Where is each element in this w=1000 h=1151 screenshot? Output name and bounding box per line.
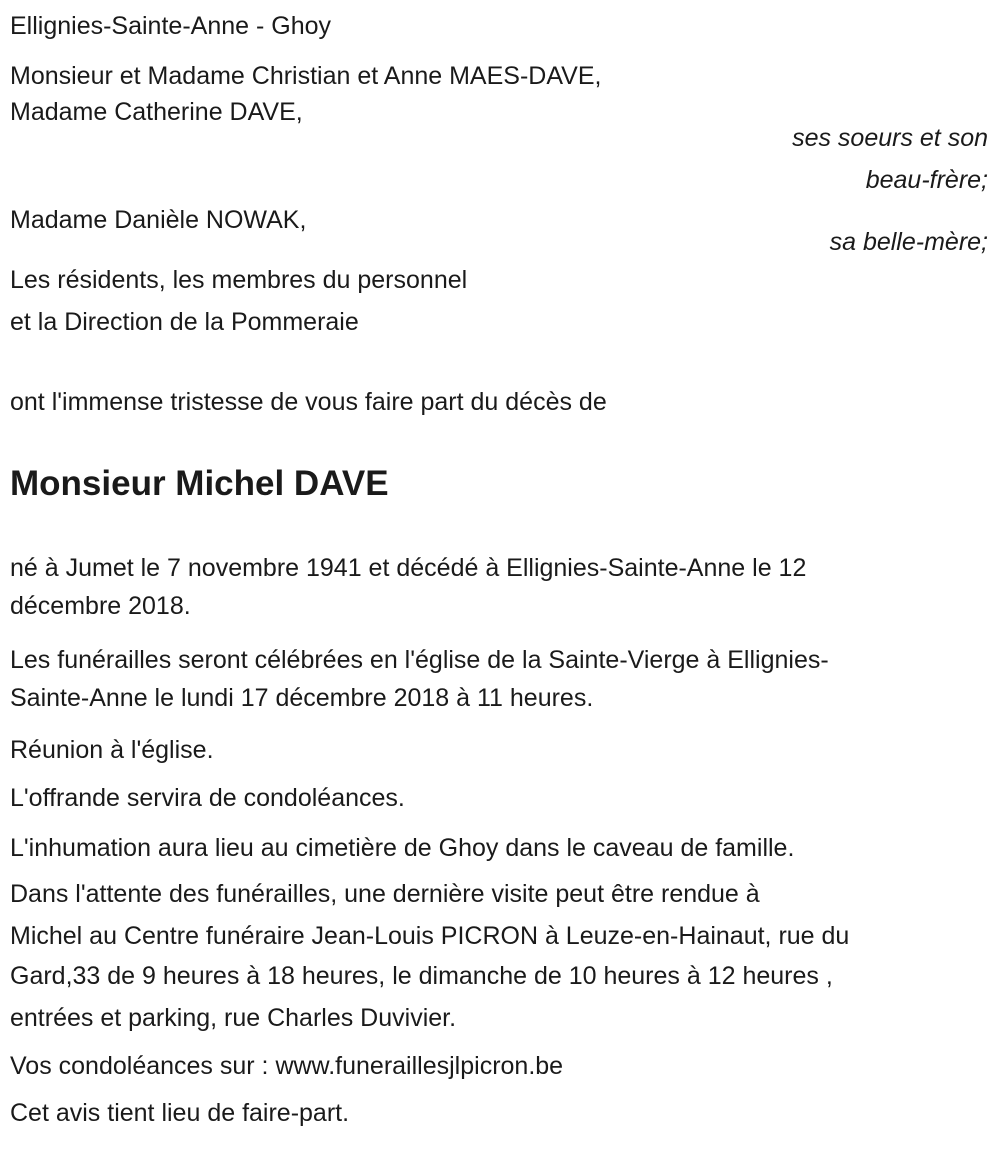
relation-label: sa belle-mère; [829, 228, 988, 256]
paragraph-line: L'offrande servira de condoléances. [10, 784, 405, 812]
paragraph-line: Les funérailles seront célébrées en l'église de la Sainte-Vierge à Ellignies- [10, 646, 829, 674]
paragraph-line: entrées et parking, rue Charles Duvivier. [10, 1004, 457, 1032]
paragraph-line: né à Jumet le 7 novembre 1941 et décédé à Ellignies-Sainte-Anne le 12 [10, 554, 807, 582]
family-line: Madame Catherine DAVE, [10, 98, 303, 126]
family-line: Madame Danièle NOWAK, [10, 206, 307, 234]
relation-label: ses soeurs et son [792, 124, 988, 152]
announcement-text: ont l'immense tristesse de vous faire part du décès de [10, 388, 607, 416]
paragraph-line: Cet avis tient lieu de faire-part. [10, 1099, 350, 1127]
deceased-name: Monsieur Michel DAVE [10, 464, 389, 503]
family-line: Monsieur et Madame Christian et Anne MAES-DAVE, [10, 62, 602, 90]
relation-label: beau-frère; [865, 166, 988, 194]
paragraph-line: Sainte-Anne le lundi 17 décembre 2018 à 11 heures. [10, 684, 594, 712]
paragraph-line: Réunion à l'église. [10, 736, 214, 764]
paragraph-line: Dans l'attente des funérailles, une dernière visite peut être rendue à [10, 880, 760, 908]
paragraph-line: Michel au Centre funéraire Jean-Louis PICRON à Leuze-en-Hainaut, rue du [10, 922, 850, 950]
paragraph-line: L'inhumation aura lieu au cimetière de Ghoy dans le caveau de famille. [10, 834, 795, 862]
paragraph-line: Gard,33 de 9 heures à 18 heures, le dimanche de 10 heures à 12 heures , [10, 962, 833, 990]
paragraph-line: décembre 2018. [10, 592, 191, 620]
condolences-link-line: Vos condoléances sur : www.funerailles​jlpicron.be [10, 1052, 564, 1080]
place-heading: Ellignies-Sainte-Anne - Ghoy [10, 12, 331, 40]
family-line: Les résidents, les membres du personnel [10, 266, 468, 294]
family-line: et la Direction de la Pommeraie [10, 308, 359, 336]
